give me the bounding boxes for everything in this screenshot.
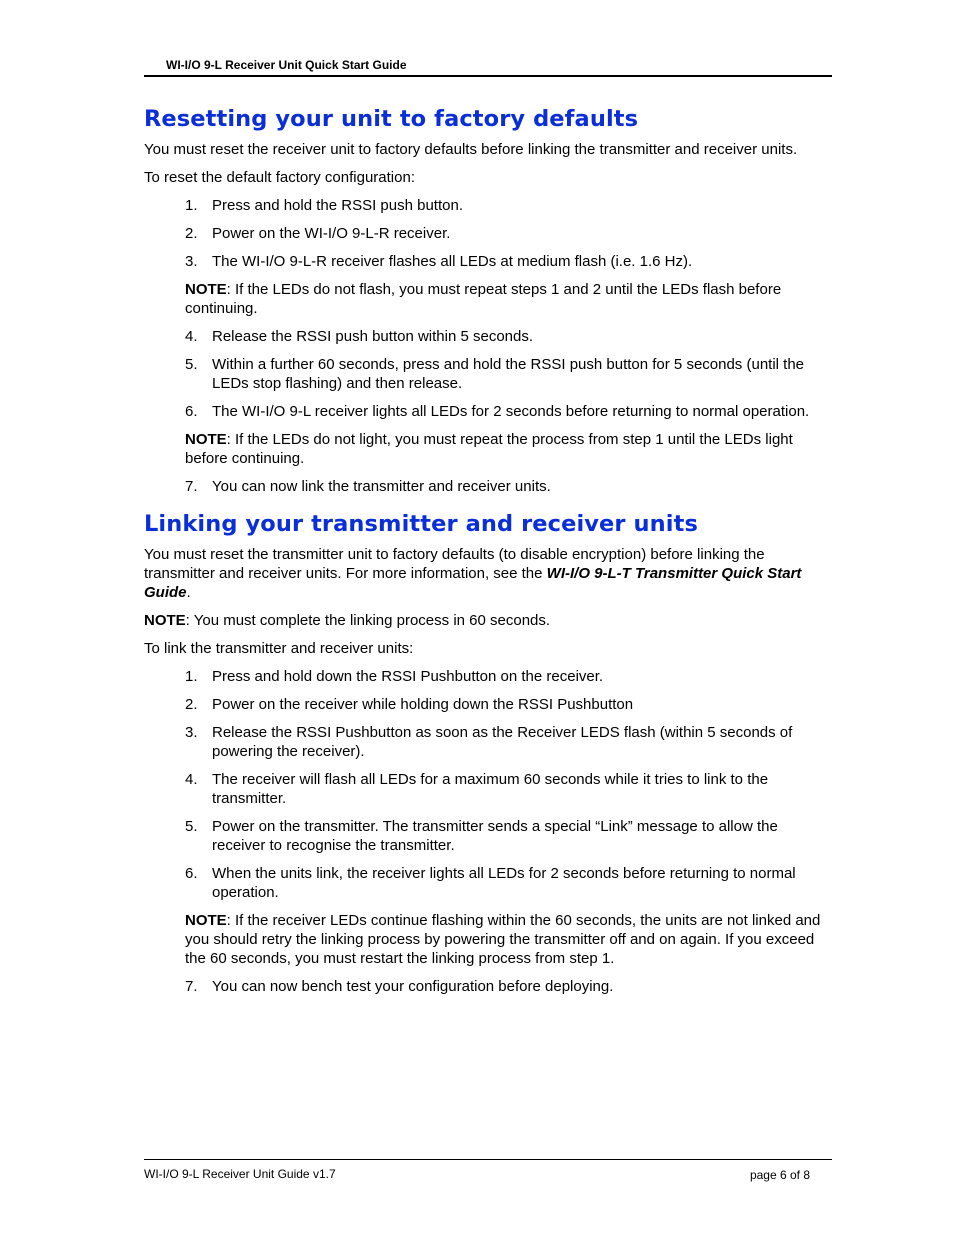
list-item: 5. Power on the transmitter. The transmitter sends a special “Link” message to allow the receiver to recognise the transmitter. — [185, 818, 778, 854]
list-item: 6. When the units link, the receiver lights all LEDs for 2 seconds before returning to normal operation. — [185, 865, 796, 901]
reset-steps-list — [144, 327, 834, 421]
running-header — [144, 58, 832, 77]
note-paragraph: NOTE: If the LEDs do not flash, you must repeat steps 1 and 2 until the LEDs flash before continuing. — [185, 281, 782, 317]
list-item: 4. The receiver will flash all LEDs for a maximum 60 seconds while it tries to link to the transmitter. — [185, 771, 769, 807]
list-item: 6. The WI-I/O 9-L receiver lights all LEDs for 2 seconds before returning to normal operation. — [185, 403, 810, 420]
linking-steps-list — [144, 977, 834, 996]
linking-steps-list — [144, 667, 834, 902]
page-number: page 6 of 8 — [749, 1168, 810, 1182]
reset-lead: To reset the default factory configuration: — [144, 169, 415, 186]
linking-lead: To link the transmitter and receiver units: — [144, 640, 414, 657]
list-item: 2. Power on the WI-I/O 9-L-R receiver. — [185, 225, 451, 242]
header-title: WI-I/O 9-L Receiver Unit Quick Start Guide — [166, 58, 407, 72]
page-footer — [144, 1159, 832, 1181]
list-item: 2. Power on the receiver while holding down the RSSI Pushbutton — [185, 696, 634, 713]
footer-doc-title: WI-I/O 9-L Receiver Unit Guide v1.7 — [144, 1167, 336, 1181]
reset-steps-list — [144, 196, 834, 271]
note-paragraph: NOTE: You must complete the linking process in 60 seconds. — [144, 612, 551, 629]
list-item: 3. Release the RSSI Pushbutton as soon as the Receiver LEDS flash (within 5 seconds of powering the receiver). — [185, 724, 793, 760]
note-paragraph: NOTE: If the receiver LEDs continue flashing within the 60 seconds, the units are not linked and you should retry the linking process by powering the transmitter off and on again. If you exceed the 60 seconds, you must restart the linking process from step 1. — [185, 912, 821, 967]
section-heading-linking: Linking your transmitter and receiver units — [144, 511, 698, 537]
page-content — [144, 104, 834, 1005]
list-item: 4. Release the RSSI push button within 5 seconds. — [185, 328, 534, 345]
list-item: 3. The WI-I/O 9-L-R receiver flashes all LEDs at medium flash (i.e. 1.6 Hz). — [185, 253, 693, 270]
list-item: 5. Within a further 60 seconds, press and hold the RSSI push button for 5 seconds (until the LEDs stop flashing) and then release. — [185, 356, 805, 392]
note-paragraph: NOTE: If the LEDs do not light, you must repeat the process from step 1 until the LEDs light before continuing. — [185, 431, 793, 467]
list-item: 7. You can now bench test your configuration before deploying. — [185, 978, 614, 995]
list-item: 1. Press and hold the RSSI push button. — [185, 197, 463, 214]
guide-reference: WI-I/O 9-L-T Transmitter Quick Start Guide — [144, 565, 802, 601]
reset-intro: You must reset the receiver unit to factory defaults before linking the transmitter and receiver units. — [144, 141, 798, 158]
list-item: 7. You can now link the transmitter and receiver units. — [185, 478, 551, 495]
linking-intro: You must reset the transmitter unit to factory defaults (to disable encryption) before linking the transmitter and receiver units. For more information, see the WI-I/O 9-L-T Transmitter Quick Start Guide. — [144, 546, 802, 601]
section-heading-reset: Resetting your unit to factory defaults — [144, 106, 639, 132]
list-item: 1. Press and hold down the RSSI Pushbutton on the receiver. — [185, 668, 604, 685]
reset-steps-list — [144, 477, 834, 496]
